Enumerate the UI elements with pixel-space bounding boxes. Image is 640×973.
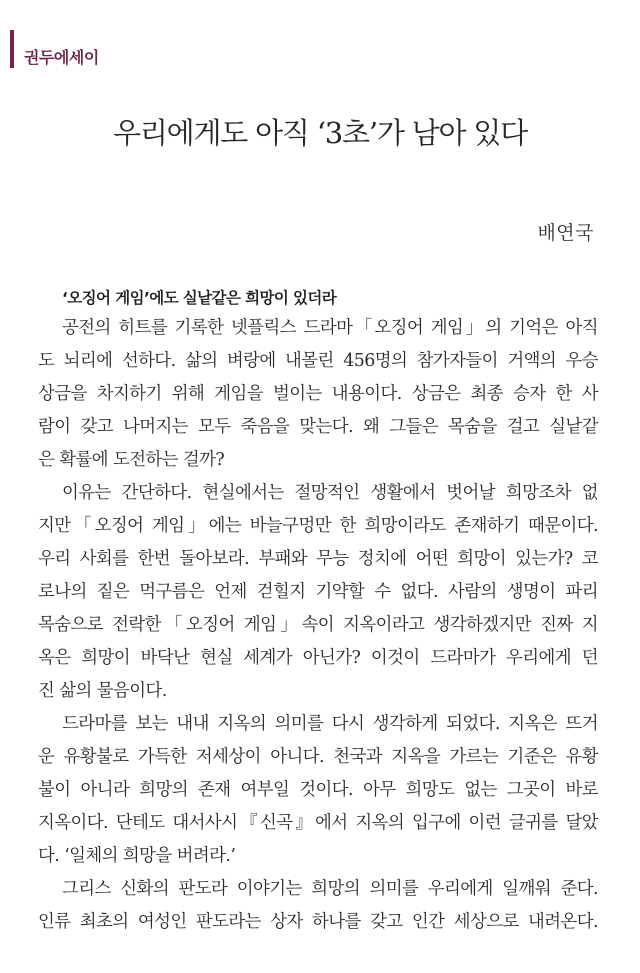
article-body: [38, 284, 598, 939]
text-line: 그리스 신화의 판도라 이야기는 희망의 의미를 우리에게 일깨워 준다.: [62, 879, 598, 899]
text-line: 지만「오징어 게임」에는 바늘구멍만 한 희망이라도 존재하기 때문이다.: [38, 516, 598, 536]
text-line: 은 확률에 도전하는 걸까?: [38, 450, 225, 470]
text-line: 상금을 차지하기 위해 게임을 벌이는 내용이다. 상금은 최종 승자 한 사: [38, 384, 598, 404]
text-line: 불이 아니라 희망의 존재 여부일 것이다. 아무 희망도 없는 그곳이 바로: [38, 780, 598, 800]
text-line: 로나의 짙은 먹구름은 언제 걷힐지 기약할 수 없다. 사람의 생명이 파리: [38, 582, 598, 602]
article-subheading: ‘오징어 게임’에도 실낱같은 희망이 있더라: [62, 289, 337, 307]
text-line: 공전의 히트를 기록한 넷플릭스 드라마「오징어 게임」의 기억은 아직: [62, 318, 598, 338]
text-line: 드라마를 보는 내내 지옥의 의미를 다시 생각하게 되었다. 지옥은 뜨거: [62, 714, 598, 734]
text-line: 인류 최초의 여성인 판도라는 상자 하나를 갖고 인간 세상으로 내려온다.: [38, 912, 598, 932]
paragraph-2: [38, 477, 598, 708]
text-line: 진 삶의 물음이다.: [38, 681, 167, 701]
article-author: 배연국: [537, 222, 594, 244]
section-header: [10, 30, 99, 68]
paragraph-1: [38, 312, 598, 477]
text-line: 운 유황불로 가득한 저세상이 아니다. 천국과 지옥을 가르는 기준은 유황: [38, 747, 598, 767]
paragraph-4: [38, 873, 598, 939]
section-label: 권두에세이: [24, 48, 99, 67]
text-line: 지옥이다. 단테도 대서사시『신곡』에서 지옥의 입구에 이런 글귀를 달았: [38, 813, 598, 833]
text-line: 목숨으로 전락한「오징어 게임」속이 지옥이라고 생각하겠지만 진짜 지: [38, 615, 598, 635]
paragraph-3: [38, 708, 598, 873]
accent-bar: [10, 30, 14, 68]
text-line: 우리 사회를 한번 돌아보라. 부패와 무능 정치에 어떤 희망이 있는가? 코: [38, 549, 598, 569]
text-line: 람이 갖고 나머지는 모두 죽음을 맞는다. 왜 그들은 목숨을 걸고 실낱같: [38, 417, 598, 437]
text-line: 다. ‘일체의 희망을 버려라.’: [38, 846, 236, 866]
text-line: 도 뇌리에 선하다. 삶의 벼랑에 내몰린 456명의 참가자들이 거액의 우승: [38, 351, 598, 371]
article-title: 우리에게도 아직 ‘3초’가 남아 있다: [113, 116, 527, 150]
text-line: 이유는 간단하다. 현실에서는 절망적인 생활에서 벗어날 희망조차 없: [62, 483, 598, 503]
text-line: 옥은 희망이 바닥난 현실 세계가 아닌가? 이것이 드라마가 우리에게 던: [38, 648, 598, 668]
